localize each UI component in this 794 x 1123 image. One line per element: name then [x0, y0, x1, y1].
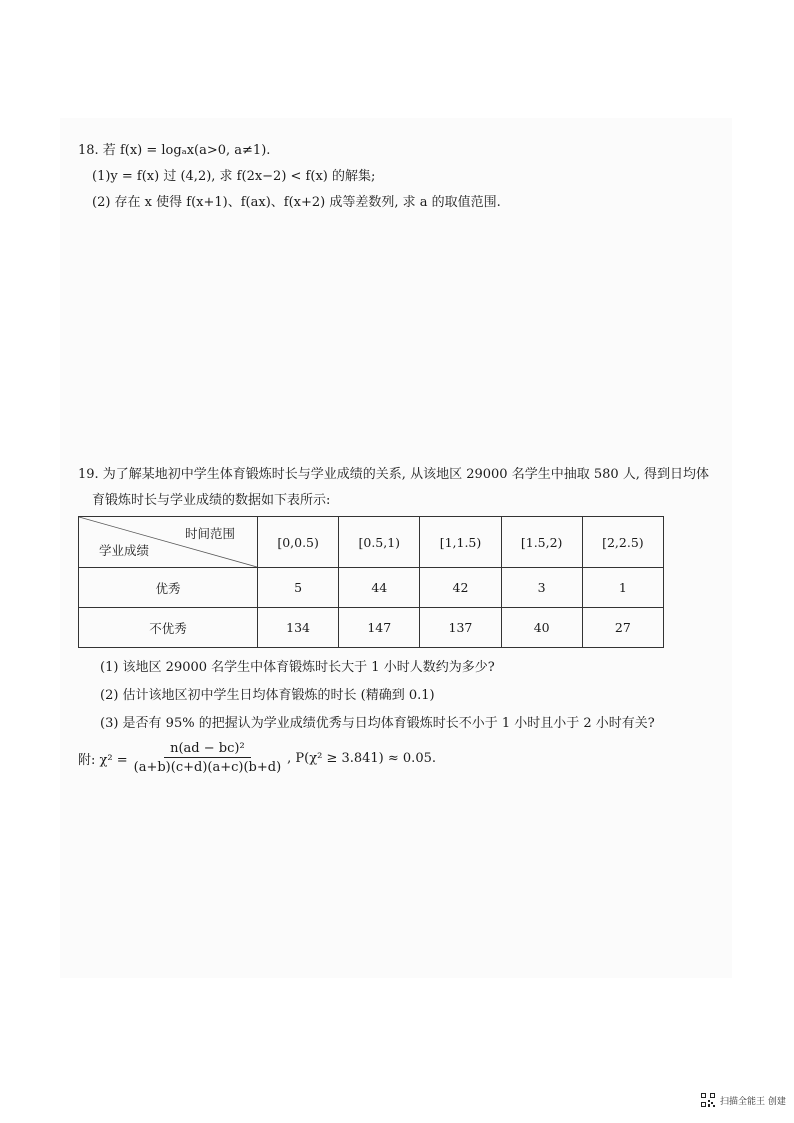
q19-sub1: (1) 该地区 29000 名学生中体育锻炼时长大于 1 小时人数约为多少? — [100, 660, 495, 675]
q18-part2: (2) 存在 x 使得 f(x+1)、f(ax)、f(x+2) 成等差数列, 求 a 的取值范围. — [92, 195, 501, 210]
q19-sub3: (3) 是否有 95% 的把握认为学业成绩优秀与日均体育锻炼时长不小于 1 小时且小于 2 小时有关? — [100, 716, 655, 731]
column-header: [0.5,1) — [339, 517, 420, 568]
formula-suffix: , P(χ² ≥ 3.841) ≈ 0.05. — [287, 750, 436, 766]
q18-part1: (1)y = f(x) 过 (4,2), 求 f(2x−2) < f(x) 的解集; — [92, 169, 376, 184]
corner-top-label: 时间范围 — [184, 526, 235, 541]
q19-subquestions — [100, 654, 655, 738]
table-row — [79, 568, 664, 608]
qr-code-icon — [700, 1092, 716, 1108]
column-header: [1.5,2) — [501, 517, 582, 568]
table-header-row — [79, 517, 664, 568]
column-header: [0,0.5) — [258, 517, 339, 568]
question-18 — [78, 138, 501, 216]
table-cell: 5 — [258, 568, 339, 608]
watermark-text: 扫描全能王 创建 — [720, 1096, 786, 1107]
data-table — [78, 516, 664, 648]
table-cell: 147 — [339, 608, 420, 648]
row-label: 不优秀 — [79, 608, 258, 648]
q19-sub2: (2) 估计该地区初中学生日均体育锻炼的时长 (精确到 0.1) — [100, 688, 435, 703]
column-header: [1,1.5) — [420, 517, 501, 568]
row-label: 优秀 — [79, 568, 258, 608]
table-cell: 1 — [582, 568, 663, 608]
corner-bottom-label: 学业成绩 — [99, 543, 150, 558]
q19-stem-line1: 19. 为了解某地初中学生体育锻炼时长与学业成绩的关系, 从该地区 29000 名学生中抽取 580 人, 得到日均体 — [78, 467, 710, 482]
table-cell: 40 — [501, 608, 582, 648]
formula-prefix: 附: χ² = — [78, 752, 128, 768]
question-19 — [78, 462, 728, 514]
formula-denominator: (a+b)(c+d)(a+c)(b+d) — [133, 759, 282, 775]
formula-fraction — [130, 740, 286, 777]
q19-stem-line2: 育锻炼时长与学业成绩的数据如下表所示: — [92, 493, 331, 508]
formula-numerator: n(ad − bc)² — [164, 740, 251, 758]
scanner-watermark — [700, 1092, 786, 1108]
table-cell: 42 — [420, 568, 501, 608]
table-cell: 27 — [582, 608, 663, 648]
table-cell: 137 — [420, 608, 501, 648]
q18-stem: 18. 若 f(x) = logₐx(a>0, a≠1). — [78, 143, 271, 158]
chi-square-formula — [78, 738, 436, 778]
table-cell: 44 — [339, 568, 420, 608]
table-row — [79, 608, 664, 648]
diagonal-header-cell — [79, 517, 258, 568]
table-cell: 134 — [258, 608, 339, 648]
column-header: [2,2.5) — [582, 517, 663, 568]
table-cell: 3 — [501, 568, 582, 608]
